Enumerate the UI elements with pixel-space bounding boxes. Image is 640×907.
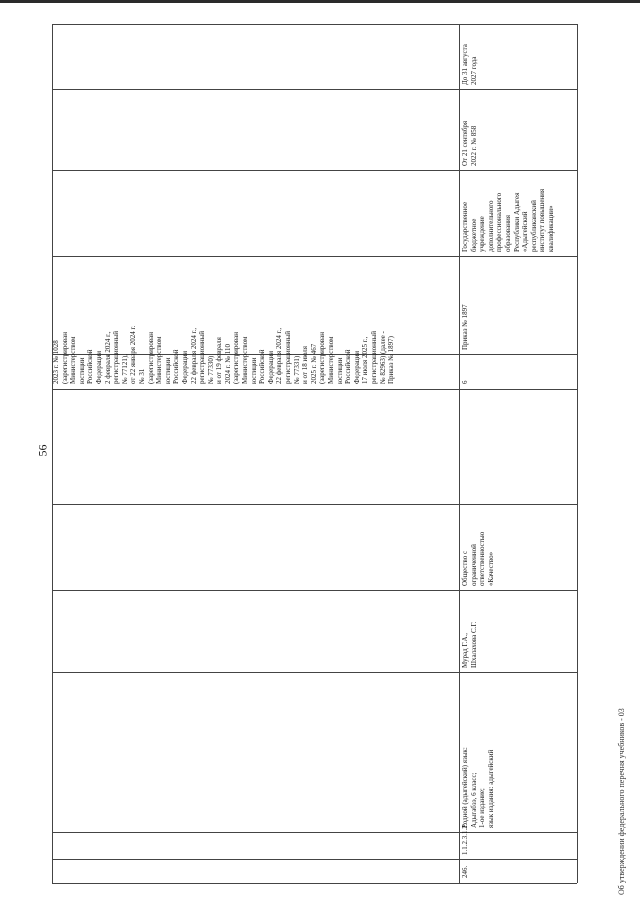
- table-border: [52, 883, 577, 884]
- row-index-cell: 246.: [461, 865, 469, 878]
- table-divider: [52, 832, 577, 833]
- row-authors-cell: Мурад Г.А., Шхалахова С.Г.: [461, 621, 478, 668]
- row-decision-cell: От 21 сентября 2022 г. № 858: [461, 120, 478, 166]
- row-title-cell: Родной (адыгейский) язык: Адыгабзэ, 6 класс; 1-ое издание; язык издания: адыгейский: [461, 747, 495, 828]
- table-divider: [52, 590, 577, 591]
- footer-text: Об утверждении федерального перечня учебников - 03: [617, 708, 626, 895]
- row-valid-until-cell: До 31 августа 2027 года: [461, 44, 478, 85]
- table-divider: [52, 170, 577, 171]
- table-divider: [459, 24, 460, 883]
- previous-order-cell: 2023 г. № 1028 (зарегистрирован Министерством юстиции Российской Федерации 2 февраля 2024 г., регистрационный № 77121), от 22 января 2024 г. № 31 (зарегистрирован Министерством юстиции Российской Федерации 22 февраля 2024 г., регистрационный № 77330) и от 19 февраля 2024 г. № 110 (зарегистрирован Министерством юстиции Российской Федерации 22 февраля 2024 г., регистрационный № 77331) и от 18 июля 2025 г. № 467 (зарегистрирован Министерством юстиции Российской Федерации 17 июля 2025 г., регистрационный № 82963) (далее - Приказ № 1897): [52, 325, 396, 384]
- row-column-number-cell: 6: [461, 380, 469, 384]
- table-divider: [52, 672, 577, 673]
- table-divider: [52, 89, 577, 90]
- page-number: 56: [35, 444, 50, 457]
- row-organization-cell: Государственное бюджетное учреждение дополнительного профессионального образования Республики Адыгея «Адыгейский республиканский институт повышения квалификации»: [461, 188, 555, 252]
- table-border: [577, 24, 578, 883]
- row-order-cell: Приказ № 1897: [461, 304, 469, 350]
- table-divider: [52, 504, 577, 505]
- row-code-cell: 1.1.2.3.1.2.: [461, 823, 469, 855]
- row-publisher-cell: Общество с ограниченной ответственностью «Качество»: [461, 531, 495, 586]
- table-divider: [52, 389, 577, 390]
- scan-edge: [0, 0, 640, 3]
- table-border: [52, 24, 53, 883]
- table-divider: [52, 859, 577, 860]
- table-divider: [52, 256, 577, 257]
- table-border: [52, 24, 577, 25]
